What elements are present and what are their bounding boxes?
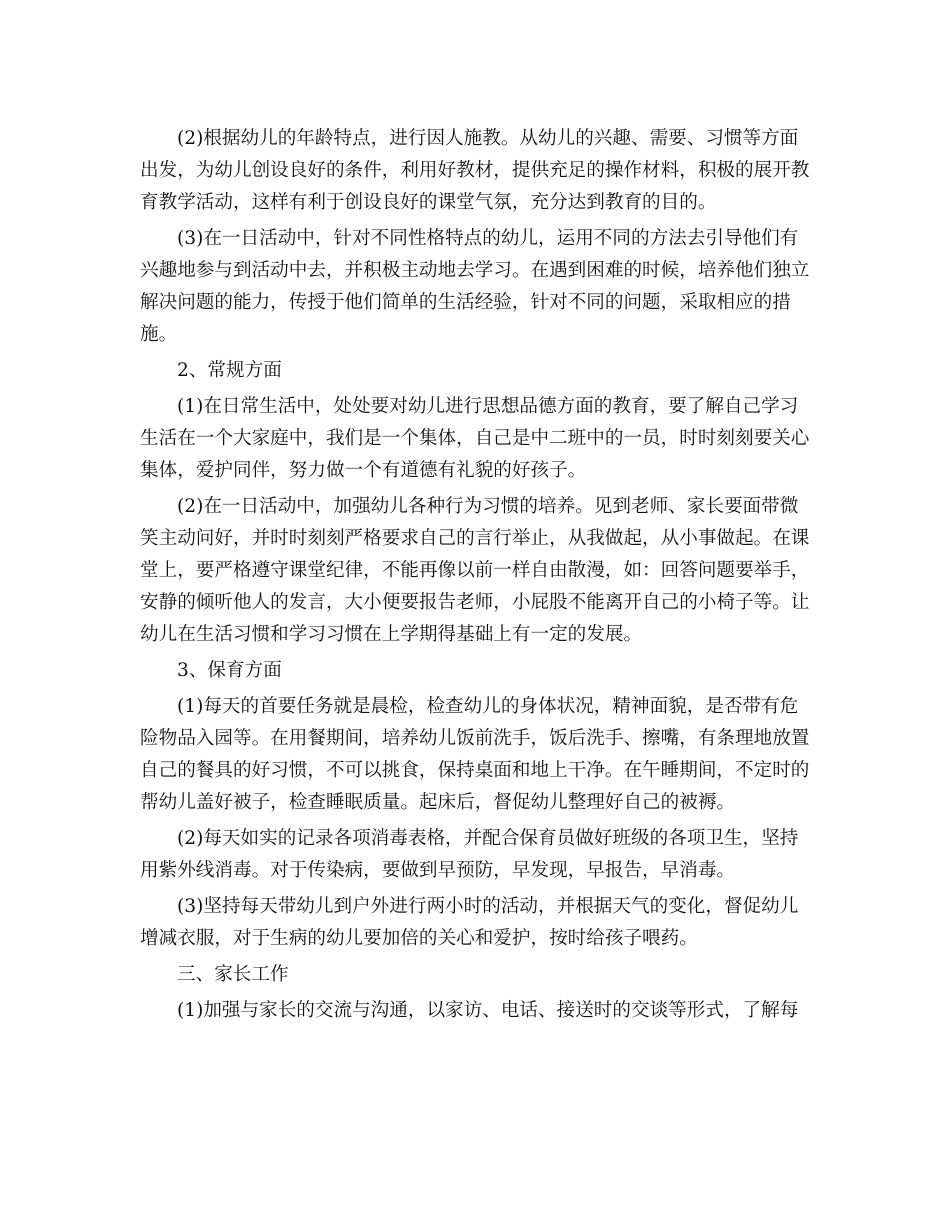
section-heading-care xyxy=(140,655,810,687)
text-line: 出发，为幼儿创设良好的条件，利用好教材，提供充足的操作材料，积极的展开教 xyxy=(140,160,810,181)
paragraph-age-characteristics xyxy=(140,123,810,219)
text-line: 生活在一个大家庭中，我们是一个集体，自己是中二班中的一员，时时刻刻要关心 xyxy=(140,428,810,449)
paragraph-parent-communication xyxy=(140,995,810,1027)
text-line: 育教学活动，这样有利于创设良好的课堂气氛，充分达到教育的目的。 xyxy=(140,192,717,213)
text-line: 用紫外线消毒。对于传染病，要做到早预防，早发现，早报告，早消毒。 xyxy=(140,860,736,881)
text-line: (1)每天的首要任务就是晨检，检查幼儿的身体状况，精神面貌，是否带有危 xyxy=(177,696,799,717)
text-line: 施。 xyxy=(140,324,178,345)
text-line: 安静的倾听他人的发言，大小便要报告老师，小屁股不能离开自己的小椅子等。让 xyxy=(140,592,810,613)
heading-text: 三、家长工作 xyxy=(177,964,289,985)
text-line: 堂上，要严格遵守课堂纪律，不能再像以前一样自由散漫，如：回答问题要举手， xyxy=(140,560,810,581)
heading-text: 3、保育方面 xyxy=(177,660,282,681)
paragraph-behavior-habits xyxy=(140,491,810,651)
paragraph-outdoor-activities xyxy=(140,891,810,955)
text-line: 增减衣服，对于生病的幼儿要加倍的关心和爱护，按时给孩子喂药。 xyxy=(140,928,698,949)
text-line: (3)坚持每天带幼儿到户外进行两小时的活动，并根据天气的变化，督促幼儿 xyxy=(177,896,799,917)
text-line: (2)每天如实的记录各项消毒表格，并配合保育员做好班级的各项卫生，坚持 xyxy=(177,828,799,849)
paragraph-morning-check xyxy=(140,691,810,819)
text-line: 自己的餐具的好习惯，不可以挑食，保持桌面和地上干净。在午睡期间，不定时的 xyxy=(140,760,810,781)
text-line: (3)在一日活动中，针对不同性格特点的幼儿，运用不同的方法去引导他们有 xyxy=(177,228,799,249)
text-line: 集体，爱护同伴，努力做一个有道德有礼貌的好孩子。 xyxy=(140,460,587,481)
text-line: 解决问题的能力，传授于他们简单的生活经验，针对不同的问题，采取相应的措 xyxy=(140,292,791,313)
text-line: (2)根据幼儿的年龄特点，进行因人施教。从幼儿的兴趣、需要、习惯等方面 xyxy=(177,128,799,149)
paragraph-daily-activities xyxy=(140,223,810,351)
text-line: 笑主动问好，并时时刻刻严格要求自己的言行举止，从我做起，从小事做起。在课 xyxy=(140,528,810,549)
text-line: 帮幼儿盖好被子，检查睡眠质量。起床后，督促幼儿整理好自己的被褥。 xyxy=(140,792,736,813)
paragraph-moral-education xyxy=(140,391,810,487)
text-line: 幼儿在生活习惯和学习习惯在上学期得基础上有一定的发展。 xyxy=(140,624,643,645)
text-line: (1)加强与家长的交流与沟通，以家访、电话、接送时的交谈等形式，了解每 xyxy=(177,1000,799,1021)
paragraph-disinfection xyxy=(140,823,810,887)
section-heading-routine xyxy=(140,355,810,387)
text-line: (2)在一日活动中，加强幼儿各种行为习惯的培养。见到老师、家长要面带微 xyxy=(177,496,799,517)
section-heading-parent-work xyxy=(140,959,810,991)
text-line: 兴趣地参与到活动中去，并积极主动地去学习。在遇到困难的时候，培养他们独立 xyxy=(140,260,810,281)
text-line: (1)在日常生活中，处处要对幼儿进行思想品德方面的教育，要了解自己学习 xyxy=(177,396,799,417)
heading-text: 2、常规方面 xyxy=(177,360,282,381)
text-line: 险物品入园等。在用餐期间，培养幼儿饭前洗手，饭后洗手、擦嘴，有条理地放置 xyxy=(140,728,810,749)
